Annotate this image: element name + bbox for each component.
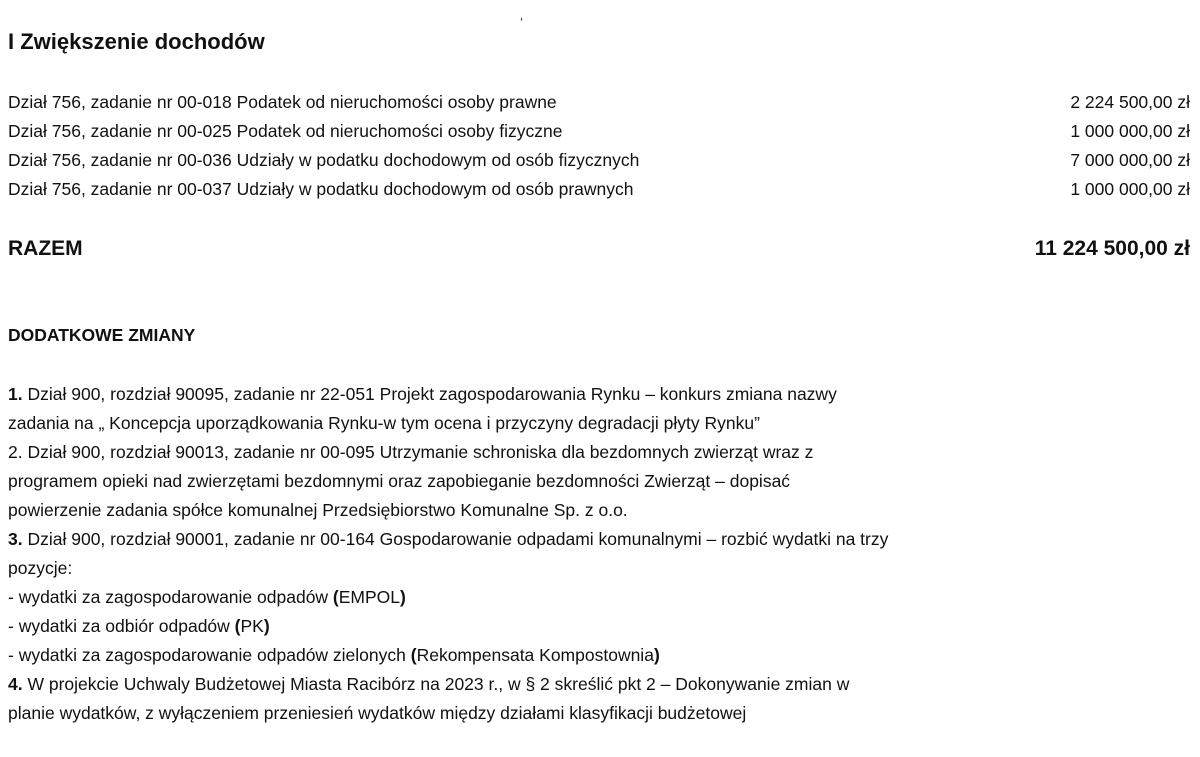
section-heading: I Zwiększenie dochodów [8,29,265,54]
change-item-text: W projekcie Uchwaly Budżetowej Miasta Racibórz na 2023 r., w § 2 skreślić pkt 2 – Dokonywanie zmian w [22,674,850,694]
changes-list [8,380,1193,728]
changes-title: DODATKOWE ZMIANY [8,325,196,345]
paren-open: ( [410,645,417,665]
income-amount: 2 224 500,00 zł [1070,92,1190,112]
income-row [8,175,1200,204]
change-item-text: Dział 900, rozdział 90095, zadanie nr 22-051 Projekt zagospodarowania Rynku – konkurs zmiana nazwy [22,384,837,404]
income-description: Dział 756, zadanie nr 00-037 Udziały w podatku dochodowym od osób prawnych [8,179,634,199]
stray-mark: ‘ [520,14,524,30]
change-item-number: 1. [8,384,23,404]
change-item-text: planie wydatków, z wyłączeniem przeniesień wydatków między działami klasyfikacji budżetowej [8,703,747,723]
change-item-2-line [8,438,1193,467]
change-item-4-line [8,670,1193,699]
change-item-4-line [8,699,1193,728]
change-item-text: zadania na „ Koncepcja uporządkowania Rynku-w tym ocena i przyczyny degradacji płyty Rynku” [8,413,760,433]
change-item-2-line [8,467,1193,496]
income-description: Dział 756, zadanie nr 00-025 Podatek od nieruchomości osoby fizyczne [8,121,563,141]
income-description: Dział 756, zadanie nr 00-018 Podatek od nieruchomości osoby prawne [8,92,557,112]
income-description: Dział 756, zadanie nr 00-036 Udziały w podatku dochodowym od osób fizycznych [8,150,640,170]
change-item-1-line [8,380,1193,409]
change-item-text: powierzenie zadania spółce komunalnej Przedsiębiorstwo Komunalne Sp. z o.o. [8,500,628,520]
change-item-text: 2. Dział 900, rozdział 90013, zadanie nr 00-095 Utrzymanie schroniska dla bezdomnych zwierząt wraz z [8,442,814,462]
change-item-text: Dział 900, rozdział 90001, zadanie nr 00-164 Gospodarowanie odpadami komunalnymi – rozbić wydatki na trzy [22,529,889,549]
change-subitem [8,641,1193,670]
paren-close: ) [653,645,660,665]
income-row [8,146,1200,175]
change-item-text: pozycje: [8,558,73,578]
income-row [8,117,1200,146]
paren-close: ) [263,616,270,636]
change-item-text: programem opieki nad zwierzętami bezdomnymi oraz zapobieganie bezdomności Zwierząt – dopisać [8,471,791,491]
change-subitem-text: - wydatki za zagospodarowanie odpadów [8,587,333,607]
change-item-1-line [8,409,1193,438]
change-item-3-line [8,525,1193,554]
income-list [8,88,1200,204]
change-subitem-name: Rekompensata Kompostownia [416,645,654,665]
paren-close: ) [400,587,406,607]
income-amount: 1 000 000,00 zł [1070,179,1190,199]
change-item-3-line [8,554,1193,583]
change-subitem-name: EMPOL [338,587,401,607]
income-row [8,88,1200,117]
change-item-number: 4. [8,674,23,694]
change-subitem [8,583,1193,612]
change-subitem-text: - wydatki za zagospodarowanie odpadów zielonych [8,645,411,665]
paren-open: ( [332,587,339,607]
income-amount: 1 000 000,00 zł [1070,121,1190,141]
change-subitem-text: - wydatki za odbiór odpadów [8,616,235,636]
change-subitem-name: PK [240,616,264,636]
change-subitem [8,612,1193,641]
change-item-number: 3. [8,529,23,549]
total-row [8,233,1190,265]
total-label: RAZEM [8,237,83,260]
change-item-2-line [8,496,1193,525]
paren-open: ( [234,616,241,636]
income-amount: 7 000 000,00 zł [1070,150,1190,170]
total-amount: 11 224 500,00 zł [1034,237,1190,260]
